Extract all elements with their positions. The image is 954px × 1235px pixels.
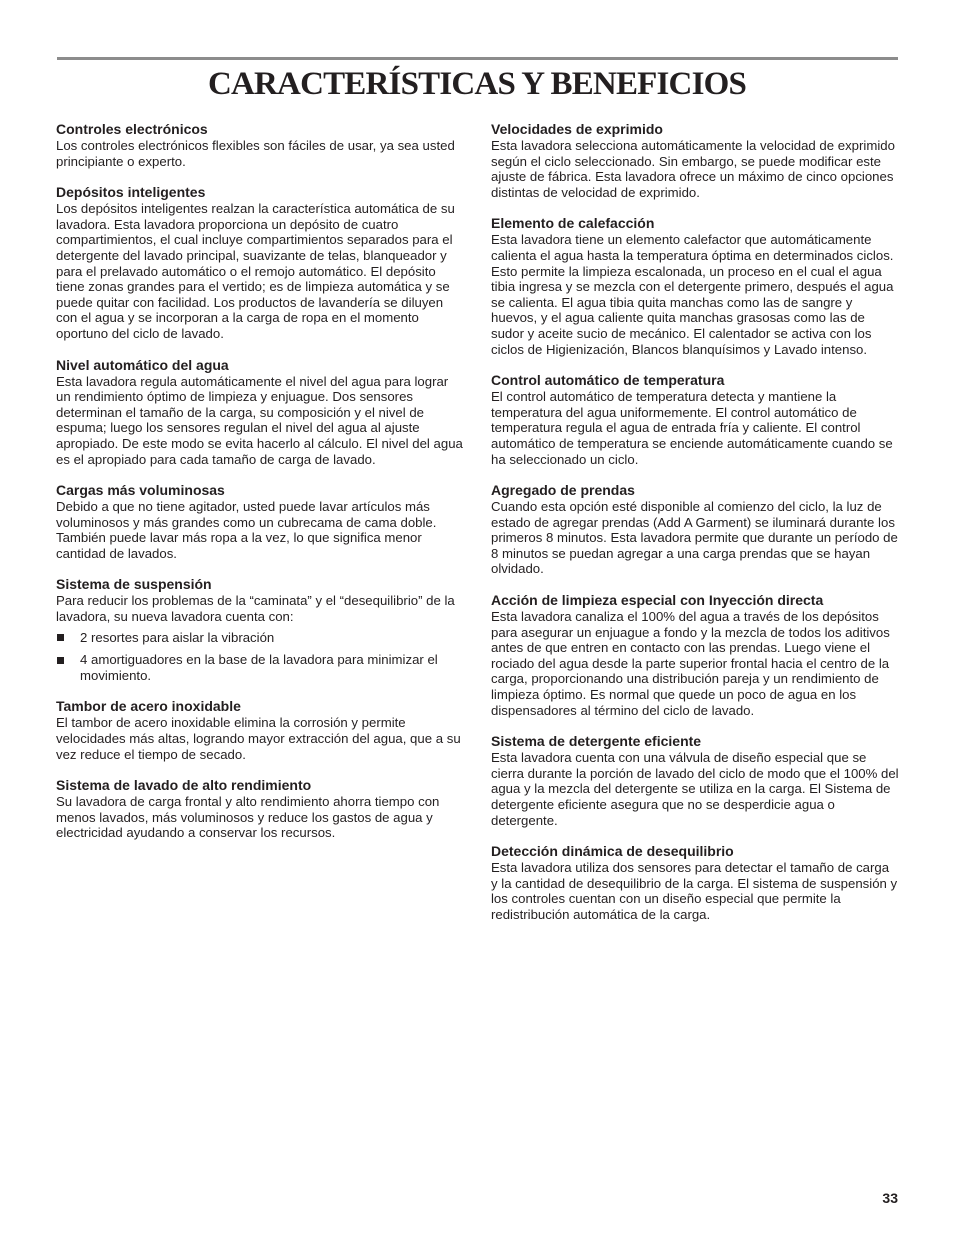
section-deteccion-desequilibrio (491, 842, 899, 922)
bullet-text: 4 amortiguadores en la base de la lavadora para minimizar el movimiento. (80, 652, 438, 683)
section-body: Esta lavadora canaliza el 100% del agua a través de los depósitos para asegurar un enjuague a fondo y la mezcla de todos los aditivos antes de que entren en contacto con las prendas. Luego viene el rociado del agua desde la parte superior frontal hacia el centro de la carga, proporcionando una distribución pareja y un rendimiento de limpieza óptimo. Es normal que quede un poco de agua en los dispensadores al término del ciclo de lavado. (491, 609, 890, 718)
section-elemento-calefaccion (491, 214, 899, 357)
section-body: Esta lavadora utiliza dos sensores para detectar el tamaño de carga y la cantidad de desequilibrio de la carga. El sistema de suspensión y los controles cuentan con un diseño especial que permite la redistribución automática de la carga. (491, 860, 898, 922)
section-heading: Sistema de suspensión (56, 576, 212, 593)
section-body: Los depósitos inteligentes realzan la característica automática de su lavadora. Esta lavadora proporciona un depósito de cuatro compartimientos, el cual incluye compartimientos separados para el detergente del lavado principal, suavizante de telas, blanqueador y para el prelavado automático o el remojo automático. El depósito tiene zonas grandes para el vertido; es de limpieza automática y se puede quitar con facilidad. Los productos de lavandería se diluyen con el agua y se incorporan a la carga de ropa en el momento oportuno del ciclo de lavado. (56, 201, 455, 341)
left-column (56, 120, 466, 855)
section-heading: Depósitos inteligentes (56, 184, 206, 201)
section-heading: Detección dinámica de desequilibrio (491, 843, 734, 860)
section-controles-electronicos (56, 120, 466, 169)
section-heading: Tambor de acero inoxidable (56, 698, 241, 715)
bullet-text: 2 resortes para aislar la vibración (80, 629, 275, 645)
top-rule (57, 57, 898, 60)
section-body: Cuando esta opción esté disponible al comienzo del ciclo, la luz de estado de agregar prendas (Add A Garment) se iluminará durante los primeros 8 minutos. Esta lavadora permite que durante un período de 8 minutos se puedan agregar a una carga prendas que se hayan olvidado. (491, 499, 898, 577)
right-column (491, 120, 899, 937)
section-heading: Velocidades de exprimido (491, 121, 663, 137)
square-bullet-icon (56, 630, 80, 646)
section-heading: Sistema de lavado de alto rendimiento (56, 777, 312, 794)
section-sistema-lavado-alto-rendimiento (56, 776, 466, 841)
section-heading: Agregado de prendas (491, 482, 635, 499)
section-nivel-automatico-agua (56, 356, 466, 468)
section-sistema-suspension (56, 575, 466, 683)
section-cargas-mas-voluminosas (56, 481, 466, 561)
section-body: Para reducir los problemas de la “caminata” y el “desequilibrio” de la lavadora, su nueva lavadora cuenta con: (56, 593, 455, 625)
section-body: Esta lavadora tiene un elemento calefactor que automáticamente calienta el agua hasta la temperatura óptima en determinados ciclos. Esto permite la limpieza escalonada, un proceso en el cual el agua tibia ingresa y se mezcla con el detergente primero, después el agua se calienta. El agua tibia quita manchas como las de sangre y huevos, y el agua caliente quita manchas grasosas como las de sudor y aceite sucio de mecánico. El calentador se activa con los ciclos de Higienización, Blancos blanquísimos y Lavado intenso. (491, 232, 894, 357)
section-depositos-inteligentes (56, 183, 466, 341)
section-inyeccion-directa (491, 591, 899, 718)
bullet-item (56, 652, 466, 683)
section-body: Su lavadora de carga frontal y alto rendimiento ahorra tiempo con menos lavados, más voluminosos y reduce los gastos de agua y electricidad ayudando a conservar los recursos. (56, 794, 440, 841)
section-body: Debido a que no tiene agitador, usted puede lavar artículos más voluminosos y más grandes como un cubrecama de cama doble. También puede lavar más ropa a la vez, lo que significa menor cantidad de lavados. (56, 499, 437, 561)
section-agregado-prendas (491, 481, 899, 577)
bullet-list (56, 630, 466, 684)
section-velocidades-exprimido (491, 120, 899, 200)
section-control-automatico-temperatura (491, 371, 899, 467)
section-body: El control automático de temperatura detecta y mantiene la temperatura del agua uniformemente. El control automático de temperatura regula el agua de entrada fría y caliente. El control automático de temperatura se enciende automáticamente cuando se ha seleccionado un ciclo. (491, 389, 893, 467)
section-heading: Control automático de temperatura (491, 372, 725, 389)
section-heading: Nivel automático del agua (56, 356, 229, 373)
section-heading: Sistema de detergente eficiente (491, 733, 702, 750)
section-tambor-acero-inoxidable (56, 697, 466, 762)
section-body: Los controles electrónicos flexibles son fáciles de usar, ya sea usted principiante o experto. (56, 138, 455, 169)
page-title: CARACTERÍSTICAS Y BENEFICIOS (207, 66, 747, 102)
section-sistema-detergente-eficiente (491, 732, 899, 828)
section-body: Esta lavadora selecciona automáticamente la velocidad de exprimido según el ciclo seleccionado. Sin embargo, se puede modificar este ajuste de fábrica. Esta lavadora ofrece un máximo de cinco opciones distintas de velocidad de exprimido. (491, 138, 895, 200)
section-heading: Controles electrónicos (56, 121, 208, 137)
section-heading: Cargas más voluminosas (56, 482, 225, 499)
section-body: Esta lavadora regula automáticamente el nivel del agua para lograr un rendimiento óptimo de limpieza y enjuague. Dos sensores determinan el tamaño de la carga, su composición y el nivel de espuma; luego los sensores regulan el nivel del agua al ajuste apropiado. De este modo se evita hacerlo al cálculo. El nivel del agua es el apropiado para cada tamaño de carga de lavado. (56, 373, 463, 467)
section-body: El tambor de acero inoxidable elimina la corrosión y permite velocidades más altas, logrando mayor extracción del agua, que a su vez reduce el tiempo de secado. (56, 715, 461, 762)
square-bullet-icon (56, 652, 80, 668)
bullet-item (56, 630, 466, 646)
section-heading: Elemento de calefacción (491, 215, 655, 232)
page-number: 33 (882, 1190, 898, 1206)
section-heading: Acción de limpieza especial con Inyección directa (491, 592, 824, 609)
section-body: Esta lavadora cuenta con una válvula de diseño especial que se cierra durante la porción de lavado del ciclo de modo que el 100% del agua y la mezcla del detergente se utiliza en la carga. El Sistema de detergente eficiente asegura que no se desperdicie agua o detergente. (491, 750, 899, 828)
